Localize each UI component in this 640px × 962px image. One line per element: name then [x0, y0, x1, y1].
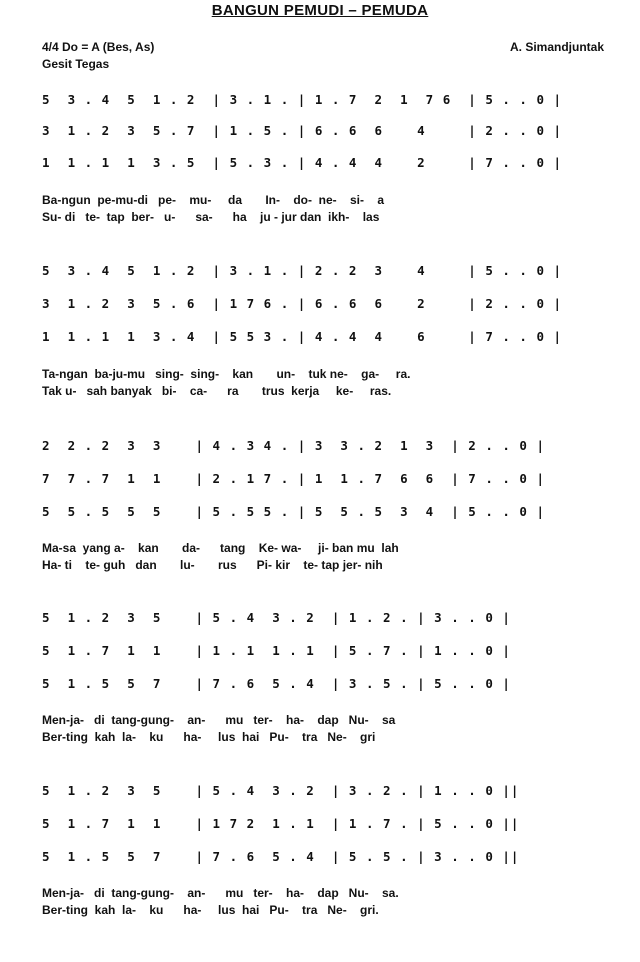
notation-row: 5 3 . 4 5 1 . 2 | 3 . 1 . | 2 . 2 3 4 | 5 . . 0 |	[42, 263, 563, 278]
lyric-line: Ba-ngun pe-mu-di pe- mu- da In- do- ne- si- a	[42, 193, 384, 207]
lyric-line: Men-ja- di tang-gung- an- mu ter- ha- dap Nu- sa	[42, 713, 396, 727]
notation-row: 5 1 . 2 3 5 | 5 . 4 3 . 2 | 3 . 2 . | 1 . . 0 ||	[42, 783, 520, 798]
lyric-line: Tak u- sah banyak bi- ca- ra trus kerja ke- ras.	[42, 384, 392, 398]
notation-row: 3 1 . 2 3 5 . 7 | 1 . 5 . | 6 . 6 6 4 | 2 . . 0 |	[42, 123, 563, 138]
lyric-line: Men-ja- di tang-gung- an- mu ter- ha- dap Nu- sa.	[42, 886, 399, 900]
notation-row: 5 5 . 5 5 5 | 5 . 5 5 . | 5 5 . 5 3 4 | 5 . . 0 |	[42, 504, 546, 519]
lyric-line: Ta-ngan ba-ju-mu sing- sing- kan un- tuk ne- ga- ra.	[42, 367, 411, 381]
tempo-marking: Gesit Tegas	[42, 57, 110, 71]
notation-row: 3 1 . 2 3 5 . 6 | 1 7 6 . | 6 . 6 6 2 | 2 . . 0 |	[42, 296, 563, 311]
notation-row: 1 1 . 1 1 3 . 5 | 5 . 3 . | 4 . 4 4 2 | 7 . . 0 |	[42, 155, 563, 170]
notation-row: 7 7 . 7 1 1 | 2 . 1 7 . | 1 1 . 7 6 6 | 7 . . 0 |	[42, 471, 546, 486]
notation-row: 2 2 . 2 3 3 | 4 . 3 4 . | 3 3 . 2 1 3 | 2 . . 0 |	[42, 438, 546, 453]
lyric-line: Ber-ting kah la- ku ha- lus hai Pu- tra Ne- gri.	[42, 903, 379, 917]
notation-row: 5 1 . 5 5 7 | 7 . 6 5 . 4 | 3 . 5 . | 5 . . 0 |	[42, 676, 511, 691]
composer-name: A. Simandjuntak	[509, 40, 604, 54]
lyric-line: Ma-sa yang a- kan da- tang Ke- wa- ji- ban mu lah	[42, 541, 399, 555]
notation-row: 5 1 . 2 3 5 | 5 . 4 3 . 2 | 1 . 2 . | 3 . . 0 |	[42, 610, 511, 625]
lyric-line: Su- di te- tap ber- u- sa- ha ju - jur dan ikh- las	[42, 210, 380, 224]
lyric-line: Ber-ting kah la- ku ha- lus hai Pu- tra Ne- gri	[42, 730, 376, 744]
lyric-line: Ha- ti te- guh dan lu- rus Pi- kir te- tap jer- nih	[42, 558, 383, 572]
notation-row: 5 1 . 7 1 1 | 1 7 2 1 . 1 | 1 . 7 . | 5 . . 0 ||	[42, 816, 520, 831]
notation-row: 5 1 . 5 5 7 | 7 . 6 5 . 4 | 5 . 5 . | 3 . . 0 ||	[42, 849, 520, 864]
notation-row: 5 3 . 4 5 1 . 2 | 3 . 1 . | 1 . 7 2 1 7 6 | 5 . . 0 |	[42, 92, 563, 107]
key-signature: 4/4 Do = A (Bes, As)	[42, 40, 155, 54]
notation-row: 5 1 . 7 1 1 | 1 . 1 1 . 1 | 5 . 7 . | 1 . . 0 |	[42, 643, 511, 658]
song-title: BANGUN PEMUDI – PEMUDA	[211, 2, 429, 19]
notation-row: 1 1 . 1 1 3 . 4 | 5 5 3 . | 4 . 4 4 6 | 7 . . 0 |	[42, 329, 563, 344]
